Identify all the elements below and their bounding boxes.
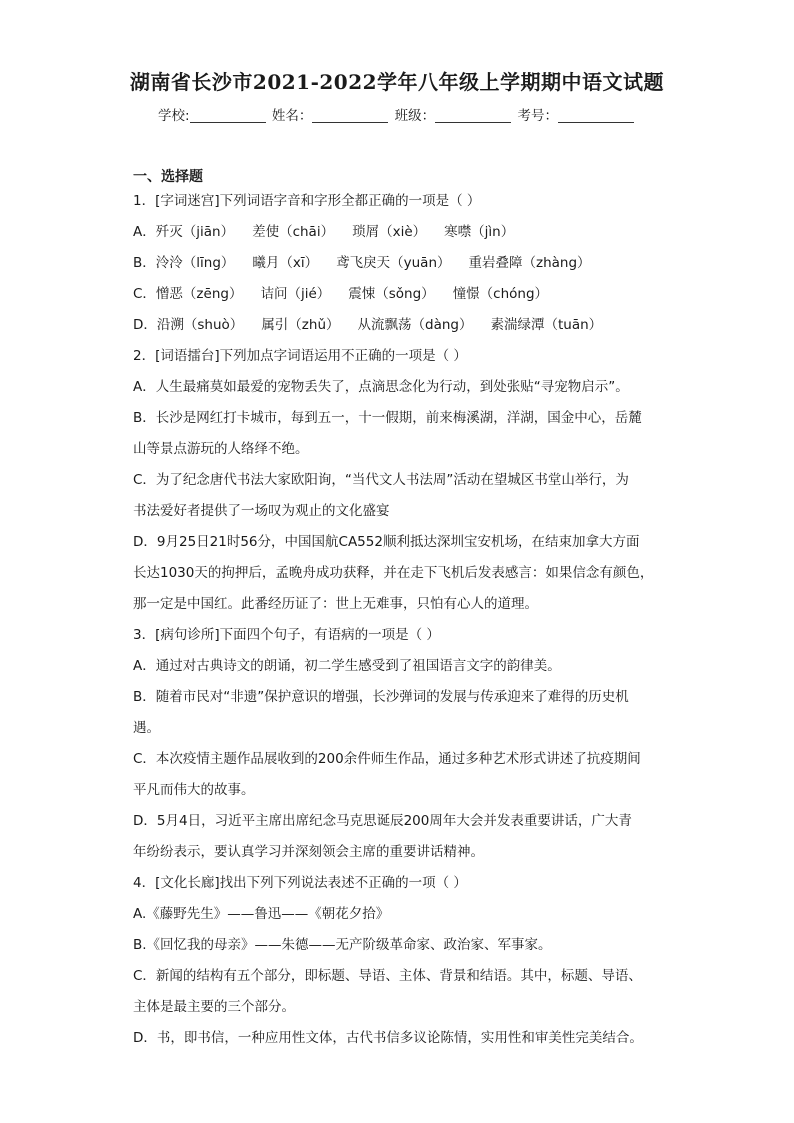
q4-option-a: A.《藤野先生》——鲁迅——《朝花夕拾》 — [133, 906, 390, 922]
q1-option-d: D．沿溯（shuò） 属引（zhǔ） 从流飘荡（dàng） 素湍绿潭（tuān） — [133, 317, 603, 333]
class-label: 班级： — [394, 108, 436, 124]
school-label: 学校: — [158, 108, 190, 124]
q2-option-d-line2: 长达1030天的拘押后，孟晚舟成功获释，并在走下飞机后发表感言：如果信念有颜色， — [133, 565, 654, 581]
q1-option-b: B．泠泠（līng） 曦月（xī） 鸢飞戾天（yuān） 重岩叠障（zhàng） — [133, 255, 591, 271]
class-blank — [435, 108, 511, 123]
q3-option-b-line1: B．随着市民对“非遗”保护意识的增强，长沙弹词的发展与传承迎来了难得的历史机 — [133, 689, 629, 705]
q3-option-c-line1: C．本次疫情主题作品展收到的200余件师生作品，通过多种艺术形式讲述了抗疫期间 — [133, 751, 641, 767]
q1-stem: 1．[字词迷宫]下列词语字音和字形全都正确的一项是（ ） — [133, 193, 481, 209]
q2-option-b-line1: B．长沙是网红打卡城市，每到五一，十一假期，前来梅溪湖，洋湖，国金中心，岳麓 — [133, 410, 642, 426]
q4-stem: 4．[文化长廊]找出下列下列说法表述不正确的一项（ ） — [133, 875, 467, 891]
q2-option-d-line3: 那一定是中国红。此番经历证了：世上无难事，只怕有心人的道理。 — [133, 596, 538, 612]
school-blank — [190, 108, 266, 123]
section-title: 一、选择题 — [133, 169, 203, 185]
q2-option-a: A．人生最痛莫如最爱的宠物丢失了，点滴思念化为行动，到处张贴“寻宠物启示”。 — [133, 379, 629, 395]
question-list — [133, 186, 663, 1054]
q4-option-c-line2: 主体是最主要的三个部分。 — [133, 999, 295, 1015]
q1-option-c: C．憎恶（zēng） 诘问（jié） 震悚（sǒng） 憧憬（chóng） — [133, 286, 549, 302]
q1-option-a: A．歼灭（jiān） 差使（chāi） 琐屑（xiè） 寒噤（jìn） — [133, 224, 515, 240]
name-label: 姓名： — [271, 108, 313, 124]
q3-option-d-line1: D．5月4日，习近平主席出席纪念马克思诞辰200周年大会并发表重要讲话，广大青 — [133, 813, 632, 829]
q3-stem: 3．[病句诊所]下面四个句子，有语病的一项是（ ） — [133, 627, 440, 643]
q3-option-b-line2: 遇。 — [133, 720, 160, 736]
q4-option-d: D．书，即书信，一种应用性文体，古代书信多议论陈情，实用性和审美性完美结合。 — [133, 1030, 643, 1046]
exam-no-label: 考号： — [517, 108, 558, 124]
q3-option-c-line2: 平凡而伟大的故事。 — [133, 782, 255, 798]
q2-option-c-line2: 书法爱好者提供了一场叹为观止的文化盛宴 — [133, 503, 390, 519]
student-info-line — [0, 104, 794, 124]
q2-stem: 2．[词语擂台]下列加点字词语运用不正确的一项是（ ） — [133, 348, 467, 364]
q2-option-c-line1: C．为了纪念唐代书法大家欧阳询，“当代文人书法周”活动在望城区书堂山举行，为 — [133, 472, 629, 488]
q2-option-b-line2: 山等景点游玩的人络绎不绝。 — [133, 441, 309, 457]
q4-option-c-line1: C．新闻的结构有五个部分，即标题、导语、主体、背景和结语。其中，标题、导语、 — [133, 968, 642, 984]
q2-option-d-line1: D．9月25日21时56分，中国国航CA552顺利抵达深圳宝安机场，在结束加拿大方面 — [133, 534, 640, 550]
page-title: 湖南省长沙市2021-2022学年八年级上学期期中语文试题 — [129, 70, 665, 94]
q3-option-a: A．通过对古典诗文的朗诵，初二学生感受到了祖国语言文字的韵律美。 — [133, 658, 561, 674]
q3-option-d-line2: 年纷纷表示，要认真学习并深刻领会主席的重要讲话精神。 — [133, 844, 484, 860]
name-blank — [312, 108, 388, 123]
q4-option-b: B.《回忆我的母亲》——朱德——无产阶级革命家、政治家、军事家。 — [133, 937, 552, 953]
exam-no-blank — [558, 108, 634, 123]
